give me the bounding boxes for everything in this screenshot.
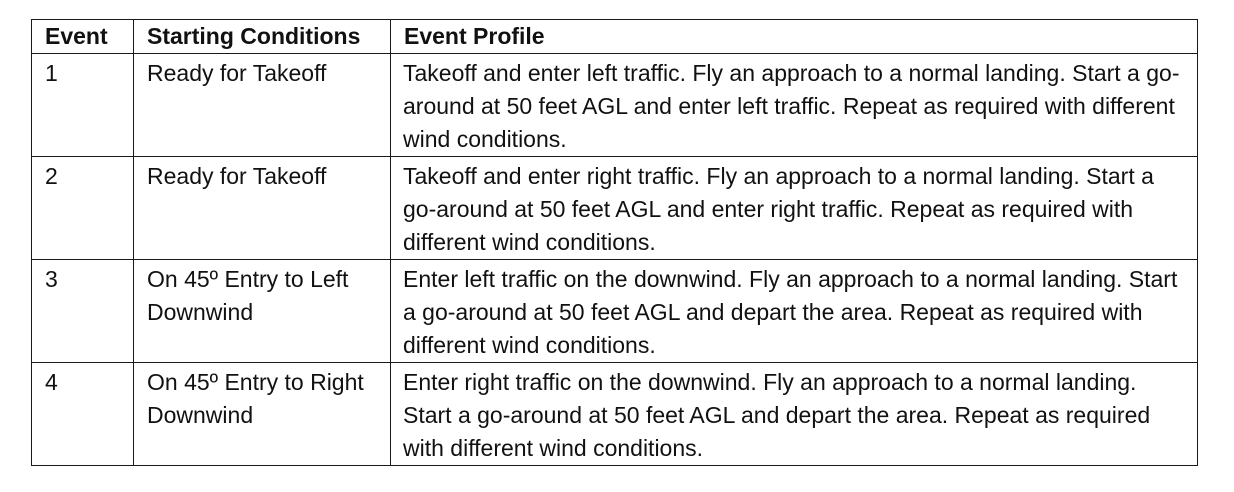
event-number-cell: 4 [32, 363, 134, 466]
event-profile-cell: Enter right traffic on the downwind. Fly an approach to a normal landing. Start a go-around at 50 feet AGL and depart the area. Repeat as required with different wind conditions. [391, 363, 1198, 466]
table-row [32, 54, 1198, 157]
event-number-cell: 3 [32, 260, 134, 363]
event-profile-cell: Takeoff and enter right traffic. Fly an approach to a normal landing. Start a go-around at 50 feet AGL and enter right traffic. Repeat as required with different wind conditions. [391, 157, 1198, 260]
table-row [32, 260, 1198, 363]
header-starting-conditions: Starting Conditions [134, 20, 391, 54]
table-header-row [32, 20, 1198, 54]
starting-conditions-cell: Ready for Takeoff [134, 54, 391, 157]
starting-conditions-cell: On 45º Entry to Right Downwind [134, 363, 391, 466]
event-table [31, 19, 1198, 466]
event-profile-cell: Takeoff and enter left traffic. Fly an approach to a normal landing. Start a go-around at 50 feet AGL and enter left traffic. Repeat as required with different wind conditions. [391, 54, 1198, 157]
table-row [32, 157, 1198, 260]
event-number-cell: 1 [32, 54, 134, 157]
event-number-cell: 2 [32, 157, 134, 260]
starting-conditions-cell: Ready for Takeoff [134, 157, 391, 260]
header-event-profile: Event Profile [391, 20, 1198, 54]
starting-conditions-cell: On 45º Entry to Left Downwind [134, 260, 391, 363]
event-profile-cell: Enter left traffic on the downwind. Fly an approach to a normal landing. Start a go-around at 50 feet AGL and depart the area. Repeat as required with different wind conditions. [391, 260, 1198, 363]
header-event: Event [32, 20, 134, 54]
table-row [32, 363, 1198, 466]
